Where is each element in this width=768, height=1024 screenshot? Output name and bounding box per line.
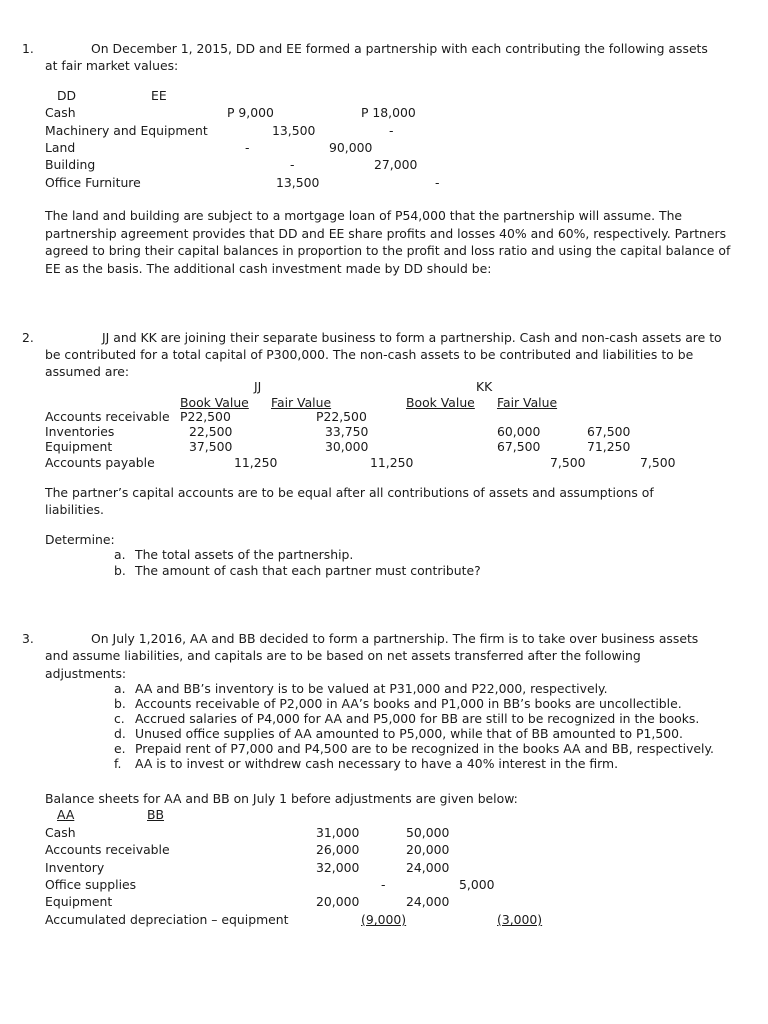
- item-letter: c.: [114, 711, 125, 726]
- aa-value: (9,000): [361, 912, 407, 927]
- kk-book-value: 7,500: [550, 455, 586, 470]
- ee-value: -: [389, 123, 394, 138]
- kk-fair-value: 67,500: [587, 424, 631, 439]
- jj-book-value: 37,500: [189, 439, 233, 454]
- row-label: Cash: [45, 105, 76, 120]
- item-letter: b.: [114, 563, 126, 578]
- row-label: Office supplies: [45, 877, 137, 892]
- row-label: Equipment: [45, 439, 113, 454]
- dd-value: 13,500: [276, 175, 320, 190]
- intro-line: JJ and KK are joining their separate business to form a partnership. Cash and non-cash assets are to: [102, 330, 722, 345]
- kk-fair-value: 71,250: [587, 439, 631, 454]
- kk-book-value: 60,000: [497, 424, 541, 439]
- item-text: The total assets of the partnership.: [135, 547, 354, 562]
- bb-value: 5,000: [459, 877, 495, 892]
- dd-value: 13,500: [272, 123, 316, 138]
- item-text: AA is to invest or withdrew cash necessary to have a 40% interest in the firm.: [135, 756, 619, 771]
- balance-sheet-title: Balance sheets for AA and BB on July 1 before adjustments are given below:: [45, 791, 518, 806]
- row-label: Inventories: [45, 424, 115, 439]
- item-text: The amount of cash that each partner must contribute?: [135, 563, 481, 578]
- item-letter: a.: [114, 681, 126, 696]
- row-label: Accumulated depreciation – equipment: [45, 912, 289, 927]
- aa-value: 32,000: [316, 860, 360, 875]
- jj-fair-value: 11,250: [370, 455, 414, 470]
- intro-line: On July 1,2016, AA and BB decided to form a partnership. The firm is to take over business assets: [91, 631, 699, 646]
- row-label: Accounts receivable: [45, 842, 170, 857]
- row-label: Cash: [45, 825, 76, 840]
- ee-value: -: [435, 175, 440, 190]
- intro-line: On December 1, 2015, DD and EE formed a partnership with each contributing the following assets: [91, 41, 708, 56]
- note-line: liabilities.: [45, 502, 104, 517]
- intro-line: adjustments:: [45, 666, 127, 681]
- dd-value: -: [290, 157, 295, 172]
- jj-fair-value: 30,000: [325, 439, 369, 454]
- aa-value: 26,000: [316, 842, 360, 857]
- item-letter: b.: [114, 696, 126, 711]
- bb-value: 24,000: [406, 894, 450, 909]
- ee-value: 27,000: [374, 157, 418, 172]
- column-header: Fair Value: [271, 395, 332, 410]
- jj-book-value: 22,500: [189, 424, 233, 439]
- intro-line: be contributed for a total capital of P300,000. The non-cash assets to be contributed and liabilities to be: [45, 347, 694, 362]
- partner-header-kk: KK: [476, 379, 493, 394]
- row-label: Building: [45, 157, 96, 172]
- column-header: Fair Value: [497, 395, 558, 410]
- row-label: Machinery and Equipment: [45, 123, 208, 138]
- bb-value: 50,000: [406, 825, 450, 840]
- item-text: Unused office supplies of AA amounted to P5,000, while that of BB amounted to P1,500.: [135, 726, 683, 741]
- column-header: Book Value: [180, 395, 249, 410]
- item-text: AA and BB’s inventory is to be valued at P31,000 and P22,000, respectively.: [135, 681, 608, 696]
- row-label: Equipment: [45, 894, 113, 909]
- question-number: 2.: [22, 330, 34, 345]
- item-letter: f.: [114, 756, 122, 771]
- item-letter: a.: [114, 547, 126, 562]
- bb-value: 24,000: [406, 860, 450, 875]
- bb-value: (3,000): [497, 912, 543, 927]
- dd-value: -: [245, 140, 250, 155]
- ee-value: P 18,000: [361, 105, 416, 120]
- question-paragraph: The land and building are subject to a mortgage loan of P54,000 that the partnership will assume. The partnership agreement provides that DD and EE share profits and losses 40% and 60%, respectively. Partners agreed to bring their capital balances in proportion to the profit and loss ratio and using the capital balance of EE as the basis. The additional cash investment made by DD should be:: [45, 208, 731, 276]
- column-header: Book Value: [406, 395, 475, 410]
- jj-book-value: 11,250: [234, 455, 278, 470]
- item-text: Accrued salaries of P4,000 for AA and P5,000 for BB are still to be recognized in the books.: [135, 711, 700, 726]
- dd-value: P 9,000: [227, 105, 274, 120]
- jj-book-value: P22,500: [180, 409, 231, 424]
- item-letter: d.: [114, 726, 126, 741]
- row-label: Accounts receivable: [45, 409, 170, 424]
- intro-line: and assume liabilities, and capitals are to be based on net assets transferred after the following: [45, 648, 641, 663]
- intro-line: at fair market values:: [45, 58, 179, 73]
- determine-label: Determine:: [45, 532, 115, 547]
- ee-value: 90,000: [329, 140, 373, 155]
- row-label: Accounts payable: [45, 455, 155, 470]
- item-text: Prepaid rent of P7,000 and P4,500 are to be recognized in the books AA and BB, respectively.: [135, 741, 714, 756]
- kk-fair-value: 7,500: [640, 455, 676, 470]
- note-line: The partner’s capital accounts are to be equal after all contributions of assets and assumptions of: [45, 485, 654, 500]
- row-label: Inventory: [45, 860, 105, 875]
- column-header-ee: EE: [151, 88, 167, 103]
- question-number: 1.: [22, 41, 34, 56]
- column-header-aa: AA: [57, 807, 75, 822]
- question-number: 3.: [22, 631, 34, 646]
- jj-fair-value: P22,500: [316, 409, 367, 424]
- intro-line: assumed are:: [45, 364, 130, 379]
- jj-fair-value: 33,750: [325, 424, 369, 439]
- partner-header-jj: JJ: [254, 379, 262, 394]
- row-label: Land: [45, 140, 76, 155]
- row-label: Office Furniture: [45, 175, 141, 190]
- bb-value: 20,000: [406, 842, 450, 857]
- item-letter: e.: [114, 741, 126, 756]
- aa-value: 31,000: [316, 825, 360, 840]
- aa-value: 20,000: [316, 894, 360, 909]
- item-text: Accounts receivable of P2,000 in AA’s books and P1,000 in BB’s books are uncollectible.: [135, 696, 682, 711]
- kk-book-value: 67,500: [497, 439, 541, 454]
- aa-value: -: [381, 877, 386, 892]
- column-header-bb: BB: [147, 807, 165, 822]
- column-header-dd: DD: [57, 88, 77, 103]
